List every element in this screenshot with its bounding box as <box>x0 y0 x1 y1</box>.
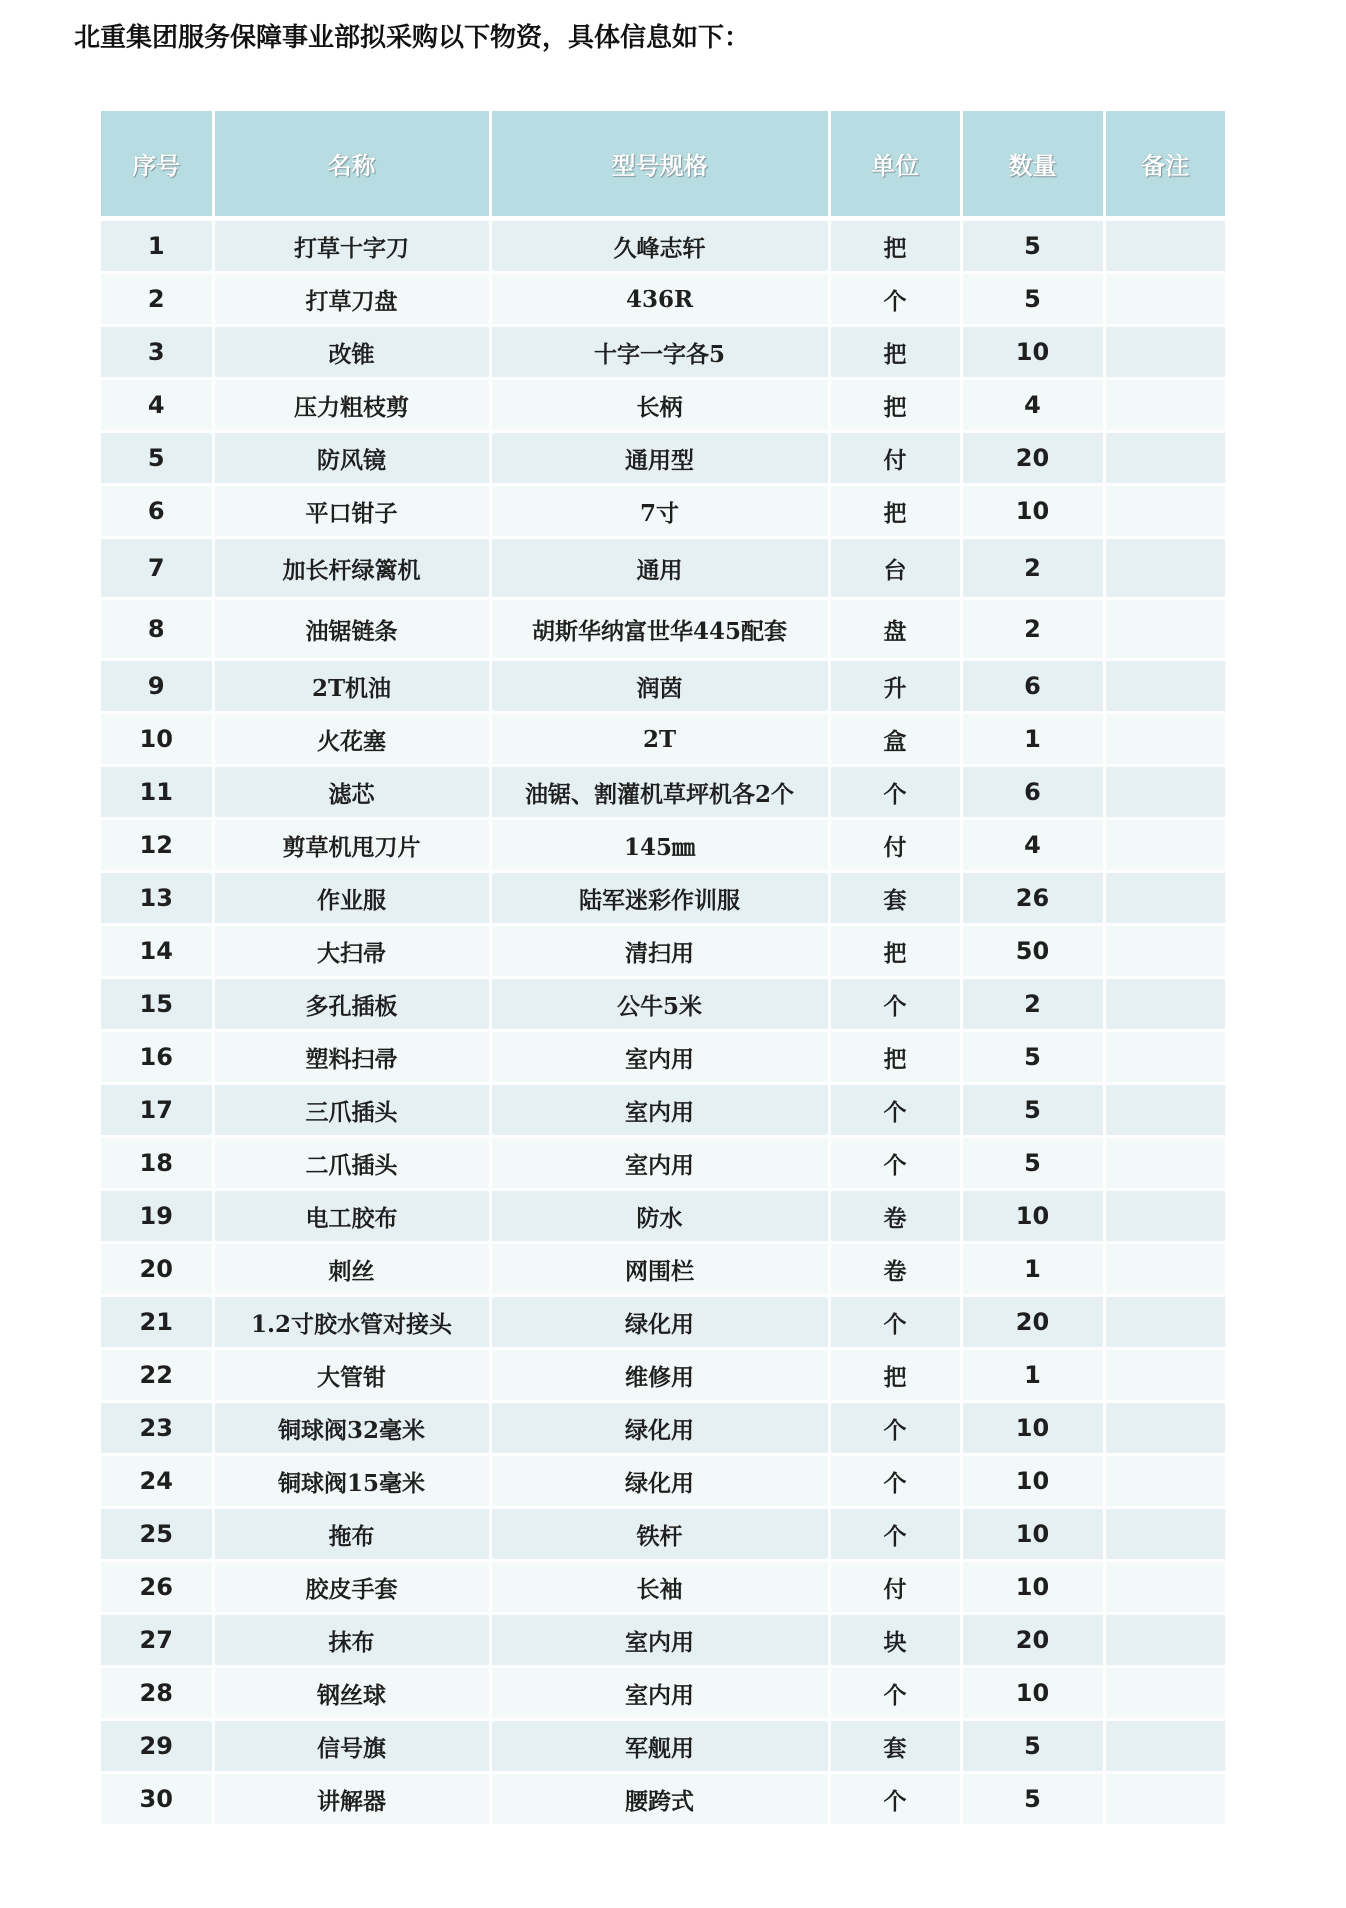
cell-index: 5 <box>101 432 213 485</box>
header-spec: 型号规格 <box>490 111 829 219</box>
cell-spec: 网围栏 <box>490 1243 829 1296</box>
header-name: 名称 <box>213 111 490 219</box>
cell-note <box>1104 1402 1225 1455</box>
cell-quantity: 1 <box>961 713 1104 766</box>
cell-index: 15 <box>101 978 213 1031</box>
cell-unit: 个 <box>829 1402 961 1455</box>
table-row <box>101 978 1225 1031</box>
table-row <box>101 599 1225 660</box>
cell-name: 电工胶布 <box>213 1190 490 1243</box>
table-header <box>101 111 1225 219</box>
cell-index: 30 <box>101 1773 213 1826</box>
table-row <box>101 485 1225 538</box>
cell-spec: 胡斯华纳富世华445配套 <box>490 599 829 660</box>
cell-spec: 润茵 <box>490 660 829 713</box>
cell-index: 28 <box>101 1667 213 1720</box>
cell-quantity: 1 <box>961 1349 1104 1402</box>
cell-unit: 把 <box>829 379 961 432</box>
cell-name: 油锯链条 <box>213 599 490 660</box>
cell-spec: 436R <box>490 273 829 326</box>
table-row <box>101 1296 1225 1349</box>
cell-unit: 付 <box>829 432 961 485</box>
cell-name: 讲解器 <box>213 1773 490 1826</box>
table-row <box>101 1720 1225 1773</box>
cell-name: 火花塞 <box>213 713 490 766</box>
cell-name: 大扫帚 <box>213 925 490 978</box>
cell-index: 14 <box>101 925 213 978</box>
cell-spec: 久峰志轩 <box>490 219 829 273</box>
cell-note <box>1104 432 1225 485</box>
table-row <box>101 1614 1225 1667</box>
cell-index: 20 <box>101 1243 213 1296</box>
cell-spec: 长袖 <box>490 1561 829 1614</box>
cell-name: 铜球阀32毫米 <box>213 1402 490 1455</box>
cell-spec: 军舰用 <box>490 1720 829 1773</box>
cell-unit: 套 <box>829 872 961 925</box>
table-row <box>101 1084 1225 1137</box>
table-row <box>101 273 1225 326</box>
cell-spec: 145㎜ <box>490 819 829 872</box>
table-row <box>101 713 1225 766</box>
table-row <box>101 219 1225 273</box>
cell-unit: 个 <box>829 1773 961 1826</box>
cell-quantity: 5 <box>961 219 1104 273</box>
cell-index: 27 <box>101 1614 213 1667</box>
cell-name: 压力粗枝剪 <box>213 379 490 432</box>
cell-note <box>1104 660 1225 713</box>
cell-quantity: 5 <box>961 1031 1104 1084</box>
cell-name: 抹布 <box>213 1614 490 1667</box>
cell-name: 打草刀盘 <box>213 273 490 326</box>
cell-spec: 通用型 <box>490 432 829 485</box>
cell-unit: 把 <box>829 1349 961 1402</box>
cell-quantity: 2 <box>961 538 1104 599</box>
table-row <box>101 1667 1225 1720</box>
cell-name: 二爪插头 <box>213 1137 490 1190</box>
cell-spec: 室内用 <box>490 1614 829 1667</box>
cell-note <box>1104 1243 1225 1296</box>
cell-quantity: 10 <box>961 1190 1104 1243</box>
table-row <box>101 1031 1225 1084</box>
cell-quantity: 5 <box>961 273 1104 326</box>
cell-quantity: 20 <box>961 1296 1104 1349</box>
cell-name: 2T机油 <box>213 660 490 713</box>
cell-quantity: 5 <box>961 1084 1104 1137</box>
cell-name: 平口钳子 <box>213 485 490 538</box>
table-row <box>101 1137 1225 1190</box>
cell-index: 13 <box>101 872 213 925</box>
cell-spec: 腰跨式 <box>490 1773 829 1826</box>
cell-index: 16 <box>101 1031 213 1084</box>
table-row <box>101 1349 1225 1402</box>
cell-name: 作业服 <box>213 872 490 925</box>
cell-note <box>1104 1031 1225 1084</box>
cell-note <box>1104 538 1225 599</box>
cell-unit: 个 <box>829 1508 961 1561</box>
cell-spec: 绿化用 <box>490 1402 829 1455</box>
cell-spec: 通用 <box>490 538 829 599</box>
cell-unit: 套 <box>829 1720 961 1773</box>
cell-note <box>1104 1190 1225 1243</box>
cell-name: 防风镜 <box>213 432 490 485</box>
cell-index: 11 <box>101 766 213 819</box>
cell-unit: 付 <box>829 819 961 872</box>
cell-note <box>1104 599 1225 660</box>
cell-note <box>1104 219 1225 273</box>
cell-spec: 长柄 <box>490 379 829 432</box>
cell-name: 信号旗 <box>213 1720 490 1773</box>
cell-quantity: 10 <box>961 1508 1104 1561</box>
cell-unit: 盒 <box>829 713 961 766</box>
cell-index: 3 <box>101 326 213 379</box>
cell-note <box>1104 273 1225 326</box>
cell-name: 铜球阀15毫米 <box>213 1455 490 1508</box>
table-row <box>101 538 1225 599</box>
cell-note <box>1104 872 1225 925</box>
cell-index: 6 <box>101 485 213 538</box>
cell-note <box>1104 1349 1225 1402</box>
cell-name: 多孔插板 <box>213 978 490 1031</box>
cell-spec: 室内用 <box>490 1667 829 1720</box>
table-row <box>101 1773 1225 1826</box>
cell-note <box>1104 1084 1225 1137</box>
cell-index: 29 <box>101 1720 213 1773</box>
table-row <box>101 819 1225 872</box>
cell-unit: 把 <box>829 925 961 978</box>
cell-unit: 把 <box>829 485 961 538</box>
cell-index: 24 <box>101 1455 213 1508</box>
cell-spec: 清扫用 <box>490 925 829 978</box>
table-body <box>101 219 1225 1826</box>
cell-unit: 个 <box>829 1296 961 1349</box>
cell-note <box>1104 326 1225 379</box>
cell-quantity: 5 <box>961 1773 1104 1826</box>
cell-name: 打草十字刀 <box>213 219 490 273</box>
cell-index: 9 <box>101 660 213 713</box>
cell-name: 加长杆绿篱机 <box>213 538 490 599</box>
cell-quantity: 5 <box>961 1137 1104 1190</box>
cell-note <box>1104 1773 1225 1826</box>
cell-index: 7 <box>101 538 213 599</box>
cell-note <box>1104 766 1225 819</box>
cell-quantity: 26 <box>961 872 1104 925</box>
cell-quantity: 10 <box>961 485 1104 538</box>
cell-quantity: 5 <box>961 1720 1104 1773</box>
cell-index: 17 <box>101 1084 213 1137</box>
cell-name: 改锥 <box>213 326 490 379</box>
table-row <box>101 660 1225 713</box>
table-row <box>101 766 1225 819</box>
cell-index: 26 <box>101 1561 213 1614</box>
cell-quantity: 4 <box>961 379 1104 432</box>
cell-name: 三爪插头 <box>213 1084 490 1137</box>
cell-index: 23 <box>101 1402 213 1455</box>
table-row <box>101 432 1225 485</box>
cell-index: 2 <box>101 273 213 326</box>
cell-name: 滤芯 <box>213 766 490 819</box>
cell-quantity: 10 <box>961 1667 1104 1720</box>
cell-spec: 十字一字各5 <box>490 326 829 379</box>
table-row <box>101 1561 1225 1614</box>
table-header-row <box>101 111 1225 219</box>
cell-name: 刺丝 <box>213 1243 490 1296</box>
cell-note <box>1104 1720 1225 1773</box>
cell-unit: 个 <box>829 978 961 1031</box>
cell-unit: 个 <box>829 273 961 326</box>
cell-note <box>1104 1137 1225 1190</box>
cell-spec: 维修用 <box>490 1349 829 1402</box>
cell-name: 钢丝球 <box>213 1667 490 1720</box>
cell-quantity: 50 <box>961 925 1104 978</box>
cell-quantity: 2 <box>961 978 1104 1031</box>
cell-index: 4 <box>101 379 213 432</box>
cell-quantity: 6 <box>961 660 1104 713</box>
table-row <box>101 326 1225 379</box>
cell-name: 拖布 <box>213 1508 490 1561</box>
cell-spec: 室内用 <box>490 1137 829 1190</box>
header-index: 序号 <box>101 111 213 219</box>
cell-note <box>1104 925 1225 978</box>
cell-quantity: 6 <box>961 766 1104 819</box>
cell-quantity: 10 <box>961 326 1104 379</box>
cell-quantity: 10 <box>961 1402 1104 1455</box>
cell-unit: 台 <box>829 538 961 599</box>
table-row <box>101 1190 1225 1243</box>
cell-spec: 绿化用 <box>490 1296 829 1349</box>
cell-spec: 2T <box>490 713 829 766</box>
cell-note <box>1104 819 1225 872</box>
table-row <box>101 872 1225 925</box>
cell-spec: 油锯、割灌机草坪机各2个 <box>490 766 829 819</box>
header-note: 备注 <box>1104 111 1225 219</box>
cell-quantity: 4 <box>961 819 1104 872</box>
cell-unit: 个 <box>829 1455 961 1508</box>
cell-note <box>1104 1561 1225 1614</box>
cell-note <box>1104 1296 1225 1349</box>
cell-index: 18 <box>101 1137 213 1190</box>
header-unit: 单位 <box>829 111 961 219</box>
cell-name: 塑料扫帚 <box>213 1031 490 1084</box>
cell-unit: 卷 <box>829 1243 961 1296</box>
cell-note <box>1104 713 1225 766</box>
cell-unit: 块 <box>829 1614 961 1667</box>
cell-unit: 个 <box>829 766 961 819</box>
cell-name: 大管钳 <box>213 1349 490 1402</box>
cell-note <box>1104 1667 1225 1720</box>
cell-index: 19 <box>101 1190 213 1243</box>
table-row <box>101 925 1225 978</box>
cell-spec: 防水 <box>490 1190 829 1243</box>
cell-note <box>1104 978 1225 1031</box>
cell-quantity: 10 <box>961 1561 1104 1614</box>
cell-unit: 个 <box>829 1084 961 1137</box>
procurement-table <box>101 111 1225 1827</box>
cell-unit: 个 <box>829 1137 961 1190</box>
cell-index: 8 <box>101 599 213 660</box>
cell-spec: 绿化用 <box>490 1455 829 1508</box>
cell-note <box>1104 1455 1225 1508</box>
cell-name: 1.2寸胶水管对接头 <box>213 1296 490 1349</box>
cell-index: 1 <box>101 219 213 273</box>
cell-quantity: 2 <box>961 599 1104 660</box>
cell-note <box>1104 1508 1225 1561</box>
cell-quantity: 20 <box>961 1614 1104 1667</box>
cell-index: 22 <box>101 1349 213 1402</box>
table-row <box>101 1508 1225 1561</box>
table-row <box>101 379 1225 432</box>
cell-spec: 公牛5米 <box>490 978 829 1031</box>
cell-unit: 把 <box>829 326 961 379</box>
cell-quantity: 20 <box>961 432 1104 485</box>
cell-index: 21 <box>101 1296 213 1349</box>
cell-unit: 盘 <box>829 599 961 660</box>
cell-spec: 室内用 <box>490 1031 829 1084</box>
cell-index: 10 <box>101 713 213 766</box>
table-row <box>101 1243 1225 1296</box>
cell-note <box>1104 379 1225 432</box>
cell-quantity: 10 <box>961 1455 1104 1508</box>
cell-spec: 铁杆 <box>490 1508 829 1561</box>
cell-unit: 升 <box>829 660 961 713</box>
cell-spec: 陆军迷彩作训服 <box>490 872 829 925</box>
cell-note <box>1104 485 1225 538</box>
table-row <box>101 1455 1225 1508</box>
cell-quantity: 1 <box>961 1243 1104 1296</box>
cell-unit: 卷 <box>829 1190 961 1243</box>
table-row <box>101 1402 1225 1455</box>
cell-note <box>1104 1614 1225 1667</box>
cell-spec: 室内用 <box>490 1084 829 1137</box>
cell-unit: 付 <box>829 1561 961 1614</box>
cell-name: 剪草机甩刀片 <box>213 819 490 872</box>
cell-unit: 把 <box>829 219 961 273</box>
cell-index: 25 <box>101 1508 213 1561</box>
document-heading: 北重集团服务保障事业部拟采购以下物资，具体信息如下： <box>74 23 751 53</box>
cell-name: 胶皮手套 <box>213 1561 490 1614</box>
cell-spec: 7寸 <box>490 485 829 538</box>
cell-index: 12 <box>101 819 213 872</box>
cell-unit: 个 <box>829 1667 961 1720</box>
cell-unit: 把 <box>829 1031 961 1084</box>
header-quantity: 数量 <box>961 111 1104 219</box>
